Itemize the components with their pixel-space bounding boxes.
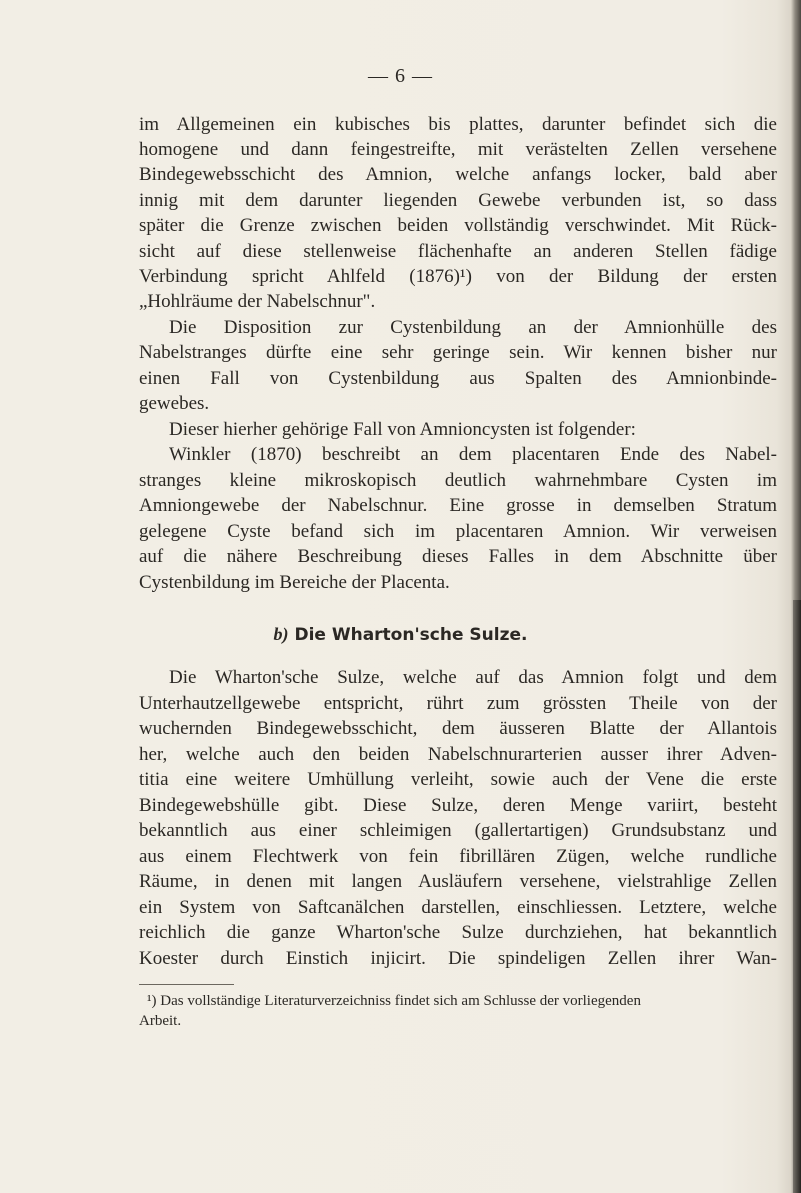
section-title: Die Wharton'sche Sulze. bbox=[294, 625, 528, 645]
text-line: aus einem Flechtwerk von fein fibrillären Zügen, welche rundliche bbox=[139, 846, 777, 867]
text-line: her, welche auch den beiden Nabelschnurarterien ausser ihrer Adven- bbox=[139, 744, 777, 765]
footnote-marker: ¹) bbox=[147, 993, 157, 1009]
text-line: Dieser hierher gehörige Fall von Amnioncysten ist folgender: bbox=[169, 419, 636, 440]
text-line: bekanntlich aus einer schleimigen (gallertartigen) Grundsubstanz und bbox=[139, 820, 777, 841]
text-line: Bindegewebshülle gibt. Diese Sulze, deren Menge variirt, besteht bbox=[139, 795, 777, 816]
text-line: „Hohlräume der Nabelschnur". bbox=[139, 291, 376, 312]
text-line: gewebes. bbox=[139, 393, 210, 414]
text-line: Amniongewebe der Nabelschnur. Eine grosse in demselben Stratum bbox=[139, 495, 777, 516]
text-line: Cystenbildung im Bereiche der Placenta. bbox=[139, 572, 450, 593]
text-line: einen Fall von Cystenbildung aus Spalten des Amnionbinde- bbox=[139, 368, 777, 389]
text-line: Verbindung spricht Ahlfeld (1876)¹) von der Bildung der ersten bbox=[139, 266, 777, 287]
section-heading bbox=[0, 624, 801, 645]
footnote-line-1: Das vollständige Literaturverzeichniss findet sich am Schlusse der vorliegenden bbox=[160, 993, 641, 1009]
text-line: Die Wharton'sche Sulze, welche auf das Amnion folgt und dem bbox=[169, 667, 777, 688]
text-line: später die Grenze zwischen beiden vollständig verschwindet. Mit Rück- bbox=[139, 215, 777, 236]
text-line: Winkler (1870) beschreibt an dem placentaren Ende des Nabel- bbox=[169, 444, 777, 465]
page-number: — 6 — bbox=[368, 65, 433, 87]
text-line: homogene und dann feingestreifte, mit verästelten Zellen versehene bbox=[139, 139, 777, 160]
footnote-line-2: Arbeit. bbox=[139, 1013, 182, 1029]
section-label: b) bbox=[273, 624, 289, 644]
text-line: reichlich die ganze Wharton'sche Sulze durchziehen, hat bekanntlich bbox=[139, 922, 777, 943]
text-line: sicht auf diese stellenweise flächenhafte an anderen Stellen fädige bbox=[139, 241, 777, 262]
text-line: Nabelstranges dürfte eine sehr geringe sein. Wir kennen bisher nur bbox=[139, 342, 777, 363]
text-line: im Allgemeinen ein kubisches bis plattes, darunter befindet sich die bbox=[139, 114, 777, 135]
footnote-rule bbox=[139, 984, 234, 985]
page-edge-binding bbox=[793, 600, 801, 1193]
text-line: Koester durch Einstich injicirt. Die spindeligen Zellen ihrer Wan- bbox=[139, 948, 777, 969]
text-line: Die Disposition zur Cystenbildung an der Amnionhülle des bbox=[169, 317, 777, 338]
text-line: ein System von Saftcanälchen darstellen, einschliessen. Letztere, welche bbox=[139, 897, 777, 918]
text-line: wuchernden Bindegewebsschicht, dem äusseren Blatte der Allantois bbox=[139, 718, 777, 739]
text-line: innig mit dem darunter liegenden Gewebe verbunden ist, so dass bbox=[139, 190, 777, 211]
footnote bbox=[139, 991, 777, 1031]
text-line: Räume, in denen mit langen Ausläufern versehene, vielstrahlige Zellen bbox=[139, 871, 777, 892]
text-line: Unterhautzellgewebe entspricht, rührt zum grössten Theile von der bbox=[139, 693, 777, 714]
text-line: stranges kleine mikroskopisch deutlich wahrnehmbare Cysten im bbox=[139, 470, 777, 491]
text-line: titia eine weitere Umhüllung verleiht, sowie auch der Vene die erste bbox=[139, 769, 777, 790]
text-line: gelegene Cyste befand sich im placentaren Amnion. Wir verweisen bbox=[139, 521, 777, 542]
text-line: Bindegewebsschicht des Amnion, welche anfangs locker, bald aber bbox=[139, 164, 777, 185]
text-line: auf die nähere Beschreibung dieses Falles in dem Abschnitte über bbox=[139, 546, 777, 567]
